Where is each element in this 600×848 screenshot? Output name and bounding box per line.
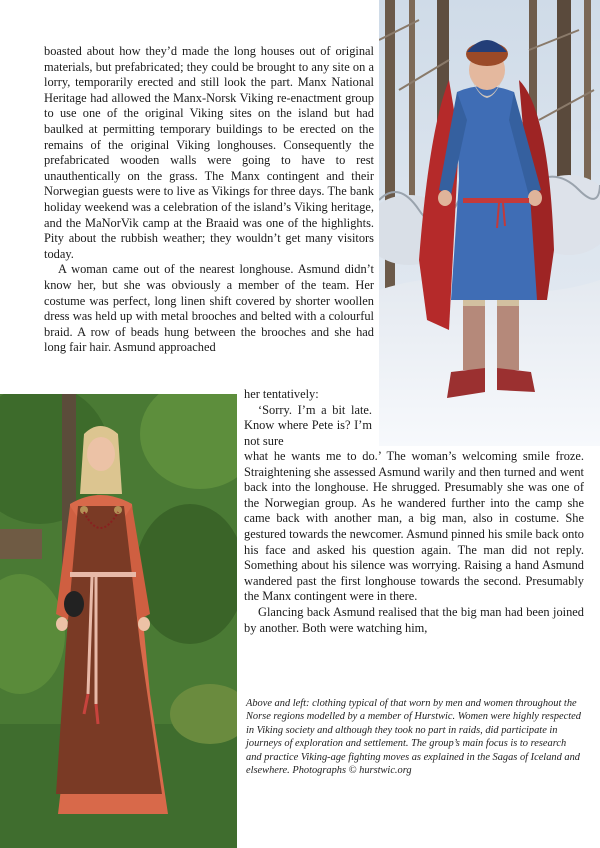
closing-paragraph: Glancing back Asmund realised that the big man had been joined by another. Both were watching him,	[244, 604, 584, 635]
top-text-column	[44, 44, 374, 356]
dialogue-paragraph: what he wants me to do.’ The woman’s welcoming smile froze. Straightening she assessed Asmund warily and then turned and went back into the longhouse. He shrugged. Presumably she was one of the Norwegian group. As he wandered further into the camp she came back with another man, a big man, also in costume. She gestured towards the newcomer. Asmund pinned his smile back onto his face and asked his question again. The man did not reply. Something about his silence was worrying. Raising a hand Asmund wandered past the first longhouse towards the second. Presumably the Manx contingent were in there.	[244, 449, 584, 604]
lower-text-column	[244, 449, 584, 636]
dialogue-opening: ‘Sorry. I’m a bit late. Know where Pete is? I’m not sure	[244, 402, 372, 448]
photo-caption: Above and left: clothing typical of that worn by men and women throughout the Norse regions modelled by a member of Hurstwic. Women were highly respected in Viking society and although they took no part in raids, did participate in journeys of exploration and settlement. The group’s main focus is to research and practice Viking-age fighting moves as explained in the Sagas of Iceland and elsewhere. Photographs © hurstwic.org	[246, 698, 581, 777]
woman-paragraph: A woman came out of the nearest longhouse. Asmund didn’t know her, but she was obviously a member of the team. Her costume was perfect, long linen shift covered by shorter woollen dress was held up with metal brooches and belted with a colourful braid. A row of beads hung between the brooches and she had long fair hair. Asmund approached	[44, 262, 374, 355]
tentatively-line: her tentatively:	[244, 387, 319, 401]
viking-woman-photo	[0, 394, 237, 848]
narrow-text-column	[244, 387, 372, 449]
opening-paragraph: boasted about how they’d made the long houses out of original materials, but prefabricated; they could be brought to any site on a lorry, temporarily erected and still look the part. Manx National Heritage had allowed the Manx-Norsk Viking re-enactment group to use one of the original Viking sites on the island but had baulked at permitting temporary buildings to be erected on the remains of the original Viking longhouses. Consequently the prefabricated wooden walls were going to have to rest unauthentically on the grass. The Manx contingent and their Norwegian guests were to live as Vikings for three days. The bank holiday weekend was a celebration of the island’s Viking heritage, and the MaNorVik camp at the Braaid was one of the highlights. Pity about the rubbish weather; they wouldn’t get many visitors today.	[44, 44, 374, 261]
viking-man-photo	[379, 0, 600, 446]
